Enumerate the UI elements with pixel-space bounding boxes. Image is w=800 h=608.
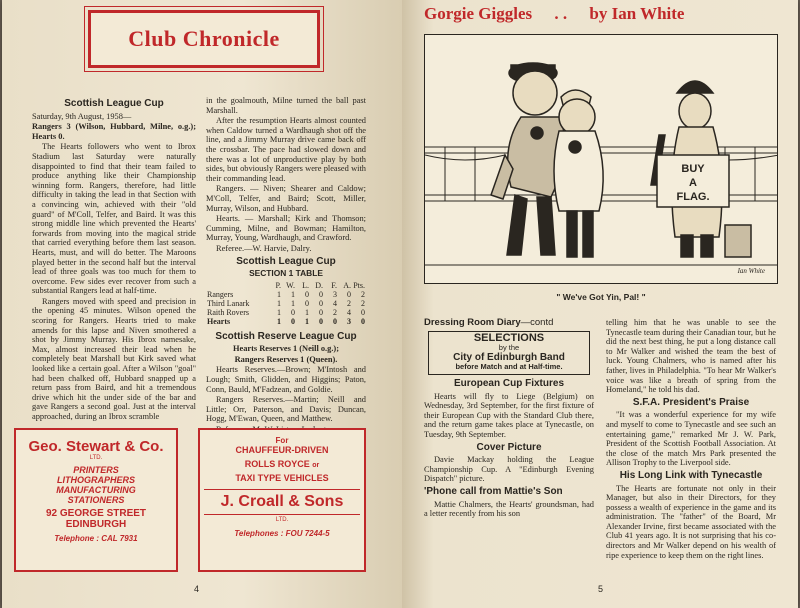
cover-picture-text: Davie Mackay holding the League Championship Cup. A "Edinburgh Evening Dispatch" picture. xyxy=(424,455,594,484)
reserve-cup-heading: Scottish Reserve League Cup xyxy=(215,330,357,342)
diary-column-2 xyxy=(606,318,776,561)
report-paragraph: in the goalmouth, Milne turned the ball past Marshall. xyxy=(206,96,366,115)
gorgie-giggles-title xyxy=(424,4,794,24)
advert-line: MANUFACTURING xyxy=(56,485,136,495)
selections-title: SELECTIONS xyxy=(473,331,545,344)
table-cell: 1 xyxy=(291,298,295,308)
reserve-score-1: Hearts Reserves 1 (Neill o.g.); xyxy=(232,344,340,354)
advert-line xyxy=(200,459,364,469)
team-name: Hearts xyxy=(207,316,231,326)
match-score: Rangers 3 (Wilson, Hubbard, Milne, o.g.); Hearts 0. xyxy=(32,122,196,141)
reserve-score-2: Rangers Reserves 1 (Queen). xyxy=(234,354,338,364)
table-col-header: Pts. xyxy=(353,280,365,290)
euro-cup-heading: European Cup Fixtures xyxy=(453,377,564,389)
advert-line: TAXI TYPE VEHICLES xyxy=(235,473,329,483)
table-col-header: F. xyxy=(331,280,337,290)
advert-address-number: 92 xyxy=(45,508,58,519)
table-col-header: D. xyxy=(315,280,323,290)
cartoon-sign-text-3: FLAG. xyxy=(676,191,710,203)
diary-title: Dressing Room Diary xyxy=(424,317,521,328)
phone-call-heading: 'Phone call from Mattie's Son xyxy=(424,485,563,497)
table-cell: 0 xyxy=(361,307,365,317)
table-row xyxy=(206,317,366,326)
table-cell: 2 xyxy=(361,289,365,299)
table-cell: 0 xyxy=(291,307,295,317)
cartoon-signature: Ian White xyxy=(737,267,765,275)
advert-line: PRINTERS xyxy=(73,465,119,475)
advert-address xyxy=(16,508,176,519)
diary-contd: —contd xyxy=(520,317,554,328)
table-col-header: W. xyxy=(286,280,295,290)
title-gorgie-giggles: Gorgie Giggles xyxy=(424,4,533,23)
table-col-header: P. xyxy=(275,280,281,290)
table-cell: 0 xyxy=(319,298,323,308)
club-chronicle-title: Club Chronicle xyxy=(128,26,280,51)
left-page xyxy=(2,0,402,608)
team-name: Raith Rovers xyxy=(207,307,249,317)
table-cell: 2 xyxy=(347,298,351,308)
diary-heading xyxy=(424,318,594,328)
advert-company-name: Geo. Stewart & Co. xyxy=(28,438,164,455)
table-cell: 3 xyxy=(347,316,351,326)
long-link-text: The Hearts are fortunate not only in their Manager, but also in their Directors, for they possess a wealth of experience in the game and its administration. The "father" of the Board, Mr Alexander Irvine, first became associated with the Club 41 years ago. It is not surprising that his co-directors and Mr Walker depend on his wealth of ripe experience to keep them on the right lines. xyxy=(606,483,776,560)
club-chronicle-header xyxy=(88,10,320,68)
advert-address-street: GEORGE STREET xyxy=(59,508,147,519)
table-cell: 1 xyxy=(305,307,309,317)
table-cell: 0 xyxy=(319,316,323,326)
chronicle-column-2 xyxy=(206,96,366,436)
table-cell: 1 xyxy=(305,316,309,326)
advert-company-name: J. Croall & Sons xyxy=(204,489,360,515)
cartoon-sign-text-2: A xyxy=(689,177,697,189)
table-cell: 0 xyxy=(361,316,365,326)
sfa-text: "It was a wonderful experience for my wife and myself to come to Tynecastle and see such an entertaining game," remarked Mr J. W. Park, President of the Scottish Football Association. At the close of the match Mrs Park presented the Allison Trophy to the Liverpool side. xyxy=(606,410,776,468)
referee: Referee.—W. Harvie, Dalry. xyxy=(216,243,312,253)
rangers-reserves-lineup: Rangers Reserves.—Martin; Neill and Little; Orr, Paterson, and Davis; Duncan, Hogg, M'Ewan, Queen, and Matthew. xyxy=(206,395,366,424)
advert-rolls-royce: ROLLS ROYCE xyxy=(244,459,310,469)
table-cell: 1 xyxy=(277,307,281,317)
cartoon-drawing xyxy=(425,35,778,284)
table-cell: 1 xyxy=(291,289,295,299)
report-paragraph: The Hearts followers who went to Ibrox Stadium last Saturday were naturally disappointed to find that their team failed to produce anything like their Championship winning form. Rangers, therefore, had little difficulty in taking the lead in that Section with a convincing win, achieved with their "old guard" of M'Coll, Telfer, and Baird. It was this strong middle line which prevented the Hearts' forwards from moving into the magical stride that carried everything before them last season. Hearts, must, and will do better. The Maroons played better in the second half but the interval lead of three goals was too much for them to overcome. Few sides ever recover from such a substantial Rangers lead at half-time. xyxy=(32,142,196,296)
table-cell: 1 xyxy=(277,316,281,326)
table-cell: 0 xyxy=(319,289,323,299)
table-row xyxy=(206,299,366,308)
table-cell: 1 xyxy=(277,298,281,308)
table-cell: 2 xyxy=(361,298,365,308)
table-col-header: L. xyxy=(302,280,309,290)
cartoon-sign-text-1: BUY xyxy=(681,163,705,175)
table-header-row xyxy=(206,281,366,290)
selections-box xyxy=(428,331,590,375)
advert-for: For xyxy=(275,436,289,445)
sfa-heading: S.F.A. President's Praise xyxy=(632,396,750,408)
table-cell: 0 xyxy=(305,289,309,299)
table-cell: 2 xyxy=(333,307,337,317)
advert-ltd: LTD. xyxy=(275,517,289,523)
selections-when: before Match and at Half-time. xyxy=(455,362,563,372)
table-cell: 1 xyxy=(277,289,281,299)
advert-line: LITHOGRAPHERS xyxy=(56,475,135,485)
advert-line: STATIONERS xyxy=(67,495,125,505)
page-number-left: 4 xyxy=(194,584,200,594)
croall-advert xyxy=(198,428,366,572)
euro-cup-text: Hearts will fly to Liege (Belgium) on Wednesday, 3rd September, for the first fixture of their European Cup with the Standard Club there, and the return game takes place at Tynecastle, on Tuesday, 9th September. xyxy=(424,391,594,439)
table-row xyxy=(206,290,366,299)
table-subheading: SECTION 1 TABLE xyxy=(249,268,323,279)
table-row xyxy=(206,308,366,317)
report-paragraph: Rangers moved with speed and precision in the opening 45 minutes. Wilson opened the scoring for Rangers. Hearts tried to make amends for this lapse and Niven smothered a shot by Jimmy Murray. His Ibrox namesake, Max, almost increased their lead when he completely beat Marshall but Kirk saved what looked like a certain goal. After a Wilson "goal" had been chalked off, Hubbard snapped up a return pass from Baird, and hit a tremendous drive which hit the under side of the bar and gave Rangers a second goal. Just at the interval approached, during an Ibrox scramble xyxy=(32,296,196,421)
table-cell: 3 xyxy=(333,289,337,299)
hearts-lineup: Hearts. — Marshall; Kirk and Thomson; Cumming, Milne, and Bowman; Hamilton, Murray, Young, Wardhaugh, and Crawford. xyxy=(206,214,366,243)
table-cell: 0 xyxy=(333,316,337,326)
table-heading: Scottish League Cup xyxy=(236,255,336,267)
table-cell: 0 xyxy=(291,316,295,326)
team-name: Rangers xyxy=(207,289,234,299)
chronicle-column-1 xyxy=(32,96,196,423)
advert-ltd: LTD. xyxy=(89,455,103,461)
advert-telephone: Telephones : FOU 7244-5 xyxy=(234,529,330,538)
match-date: Saturday, 9th August, 1958— xyxy=(32,111,132,121)
report-paragraph: After the resumption Hearts almost counted when Caldow turned a Wardhaugh shot off the line, and a Jimmy Murray drive came back off the crossbar. The pace had slowed down and there was a lot of unproductive play by both sides, but obviously Rangers were pleased with their commanding lead. xyxy=(206,116,366,183)
geo-stewart-advert xyxy=(14,428,178,572)
table-cell: 0 xyxy=(347,289,351,299)
advert-telephone: Telephone : CAL 7931 xyxy=(54,534,138,543)
advert-city: EDINBURGH xyxy=(65,519,127,530)
title-dots: . . xyxy=(554,4,568,23)
rangers-lineup: Rangers. — Niven; Shearer and Caldow; M'Coll, Telfer, and Baird; Scott, Miller, Murray, Wilson, and Hubbard. xyxy=(206,184,366,213)
phone-call-text: Mattie Chalmers, the Hearts' groundsman, had a letter recently from his son xyxy=(424,499,594,519)
diary-column-1 xyxy=(424,318,594,520)
advert-line: CHAUFFEUR-DRIVEN xyxy=(235,445,329,455)
table-col-header: A. xyxy=(343,280,351,290)
selections-band: City of Edinburgh Band xyxy=(453,351,565,363)
table-cell: 4 xyxy=(347,307,351,317)
cartoon-caption: " We've Got Yin, Pal! " xyxy=(556,292,646,302)
table-cell: 0 xyxy=(319,307,323,317)
cover-picture-heading: Cover Picture xyxy=(476,441,542,453)
page-number-right: 5 xyxy=(598,584,604,594)
right-page xyxy=(402,0,798,608)
team-name: Third Lanark xyxy=(207,298,250,308)
title-by-ian-white: by Ian White xyxy=(589,4,685,23)
cartoon-illustration xyxy=(424,34,778,284)
programme-spread xyxy=(2,0,798,608)
table-cell: 0 xyxy=(305,298,309,308)
table-cell: 4 xyxy=(333,298,337,308)
phone-call-continued: telling him that he was unable to see the Tynecastle team during their Canadian tour, but he did the next best thing, he put a long distance call to Mr Walker and wished the team the best of luck. Young Chalmers, who is named after his father, lives in Philadelphia. "To hear Mr Walker's voice was like a breath of spring from the Homeland," he told his dad. xyxy=(606,318,776,395)
hearts-reserves-lineup: Hearts Reserves.—Brown; M'Intosh and Lough; Smith, Glidden, and Higgins; Paton, Conn, Bauld, M'Fadzean, and Goldie. xyxy=(206,365,366,394)
league-table xyxy=(206,281,366,326)
advert-or: or xyxy=(312,462,320,469)
selections-by: by the xyxy=(498,343,520,353)
long-link-heading: His Long Link with Tynecastle xyxy=(619,469,763,481)
league-cup-heading: Scottish League Cup xyxy=(64,98,164,109)
